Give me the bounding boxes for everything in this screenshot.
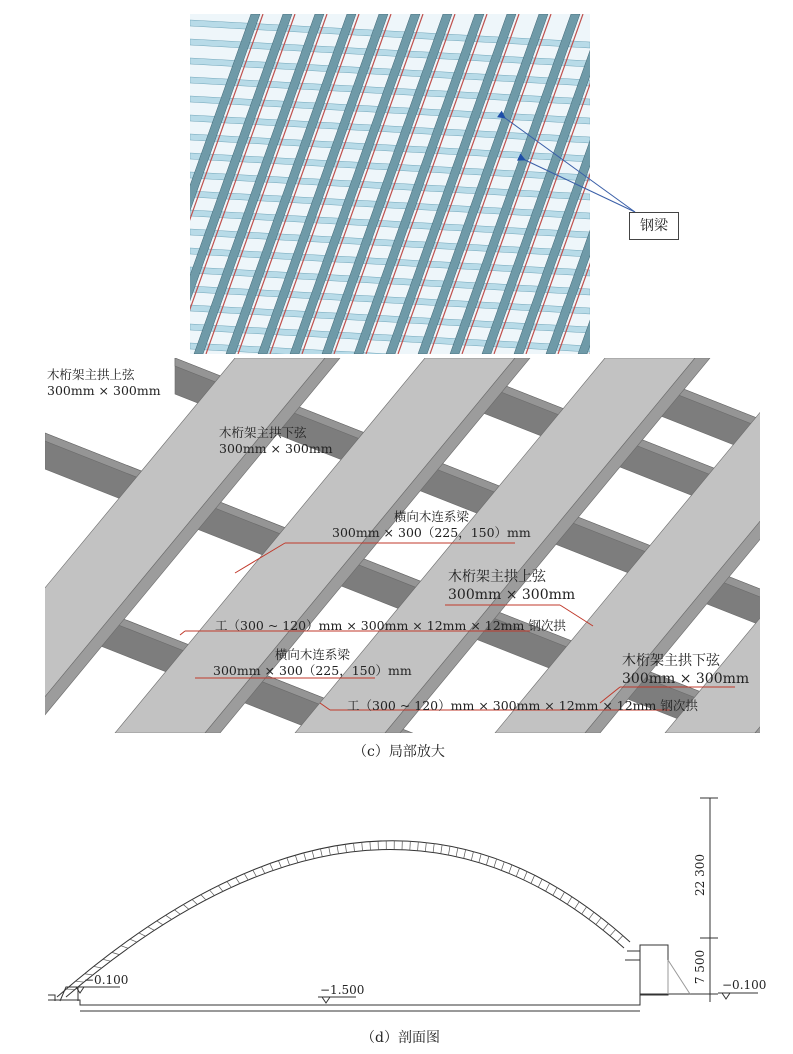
arch-hatch-line [603, 923, 608, 930]
arch-hatch-line [575, 902, 580, 909]
arch-hatch-line [130, 939, 137, 942]
arch-hatch-line [596, 918, 601, 925]
arch-hatch-line [479, 854, 481, 863]
steel-arch-1-text: 工（300 ~ 120）mm × 300mm × 12mm × 12mm 钢次拱 [215, 618, 566, 633]
level-marker-center [318, 997, 356, 1003]
arch-hatch-line [362, 842, 363, 851]
level-center-text: −1.500 [320, 983, 365, 997]
label-upper-chord-1 [47, 367, 161, 398]
arch-hatch-line [103, 959, 111, 961]
caption-c-text: （c）局部放大 [353, 744, 445, 760]
lower-chord-2-title: 木桁架主拱下弦 [622, 653, 720, 669]
tie-beam-2-title: 横向木连系梁 [274, 647, 350, 662]
arch-hatch-line [486, 856, 489, 865]
arch-hatch-line [166, 915, 172, 919]
arch-hatch-line [121, 946, 128, 949]
arch-hatch-line [425, 843, 426, 852]
arch-hatch-line [567, 897, 572, 905]
label-tie-beam-1 [332, 509, 531, 540]
arch-hatch-line [410, 841, 411, 850]
level-right-text: −0.100 [722, 978, 767, 992]
arch-hatch-line [494, 859, 497, 868]
arch-hatch-line [464, 850, 466, 859]
arch-hatch-line [531, 875, 535, 883]
upper-chord-2-size: 300mm × 300mm [448, 586, 576, 603]
callout-arrow-1 [505, 118, 635, 212]
arch-hatch-line [471, 852, 473, 861]
arch-hatch-line [538, 879, 542, 887]
dim-height-arch: 22 300 [693, 854, 707, 896]
upper-chord-1-size: 300mm × 300mm [47, 382, 161, 398]
arch-hatch-line [448, 846, 450, 855]
arch-hatch-line [433, 844, 434, 853]
caption-c [353, 741, 445, 761]
tie-beam-1-title: 横向木连系梁 [393, 509, 469, 524]
arch-hatch-line [201, 895, 206, 900]
arch-hatching [66, 841, 623, 990]
ground-line [48, 994, 700, 1005]
steel-beam-callout-arrows [495, 110, 645, 220]
dim-height-base: 7 500 [693, 949, 707, 985]
leader-steel-arch-1-end [180, 631, 185, 635]
arch-hatch-line [329, 847, 331, 855]
arch-hatch-line [441, 845, 442, 854]
leader-steel-arch-2-end [320, 703, 330, 710]
label-lower-chord-2 [622, 653, 749, 688]
arch-hatch-line [582, 907, 587, 914]
right-support-wall [625, 960, 640, 994]
arch-outer-curve [57, 841, 630, 997]
steel-beam-callout-box [629, 212, 679, 240]
arch-hatch-line [227, 881, 231, 887]
arch-hatch-line [524, 872, 527, 880]
caption-d-text: （d）剖面图 [361, 1030, 440, 1046]
arch-hatch-line [509, 865, 512, 874]
arch-inner-curve [66, 850, 624, 997]
arch-hatch-line [192, 900, 197, 905]
arch-hatch-line [337, 846, 338, 854]
arch-hatch-line [94, 966, 102, 968]
label-steel-arch-2 [347, 698, 698, 714]
arch-hatch-line [546, 883, 550, 891]
tie-beam-1-size: 300mm × 300（225，150）mm [332, 524, 531, 540]
arch-hatch-line [312, 851, 314, 859]
right-slope [668, 960, 690, 994]
arch-hatch-line [304, 853, 306, 861]
arch-hatch-line [418, 842, 419, 851]
tie-beam-2-size: 300mm × 300（225，150）mm [213, 662, 412, 678]
steel-arch-2-text: 工（300 ~ 120）mm × 300mm × 12mm × 12mm 钢次拱 [347, 698, 698, 713]
arch-hatch-line [236, 877, 240, 883]
arch-hatch-line [75, 981, 83, 982]
arch-hatch-line [244, 874, 248, 880]
lower-chord-1-size: 300mm × 300mm [219, 440, 333, 456]
arch-hatch-line [278, 860, 281, 867]
level-marker-left [72, 987, 120, 993]
label-upper-chord-2 [448, 569, 575, 604]
arch-hatch-line [295, 855, 298, 863]
callout-arrow-2 [525, 160, 635, 212]
arch-hatch-line [370, 842, 371, 851]
lower-chord-2-size: 300mm × 300mm [622, 670, 750, 687]
arch-hatch-line [516, 868, 519, 876]
arch-hatch-line [320, 849, 322, 857]
label-lower-chord-1 [219, 425, 333, 456]
level-marker-right [718, 993, 758, 999]
arch-hatch-line [148, 927, 154, 931]
arch-hatch-line [183, 905, 189, 910]
steel-beam-callout-label: 钢梁 [640, 218, 668, 234]
upper-chord-2-title: 木桁架主拱上弦 [448, 569, 546, 585]
level-left-text: −0.100 [84, 973, 129, 987]
label-tie-beam-2 [213, 647, 412, 678]
arch-hatch-line [617, 936, 623, 942]
arch-hatch-line [589, 912, 594, 919]
arch-hatch-line [261, 867, 264, 874]
lower-chord-1-title: 木桁架主拱下弦 [219, 425, 307, 440]
arch-hatch-line [560, 892, 564, 900]
arch-hatch-line [139, 933, 146, 936]
arch-hatch-line [456, 848, 458, 857]
arch-hatch-line [157, 921, 163, 925]
right-support-block [640, 945, 668, 995]
arch-hatch-line [174, 910, 180, 914]
label-steel-arch-1 [215, 618, 566, 634]
leader-tie-beam-1-diag [235, 543, 285, 573]
arch-hatch-line [210, 890, 215, 896]
arch-hatch-line [253, 870, 257, 877]
caption-d [361, 1027, 440, 1047]
arch-hatch-line [270, 863, 273, 870]
arch-hatch-line [501, 862, 504, 871]
arch-hatch-line [218, 886, 223, 892]
section-drawing [0, 765, 793, 1025]
arch-hatch-line [610, 929, 616, 935]
arch-hatch-line [354, 843, 355, 851]
upper-chord-1-title: 木桁架主拱上弦 [47, 367, 135, 382]
arch-hatch-line [287, 858, 290, 865]
arch-hatch-line [345, 844, 346, 852]
arch-hatch-line [112, 952, 119, 954]
arch-hatch-line [553, 888, 557, 896]
